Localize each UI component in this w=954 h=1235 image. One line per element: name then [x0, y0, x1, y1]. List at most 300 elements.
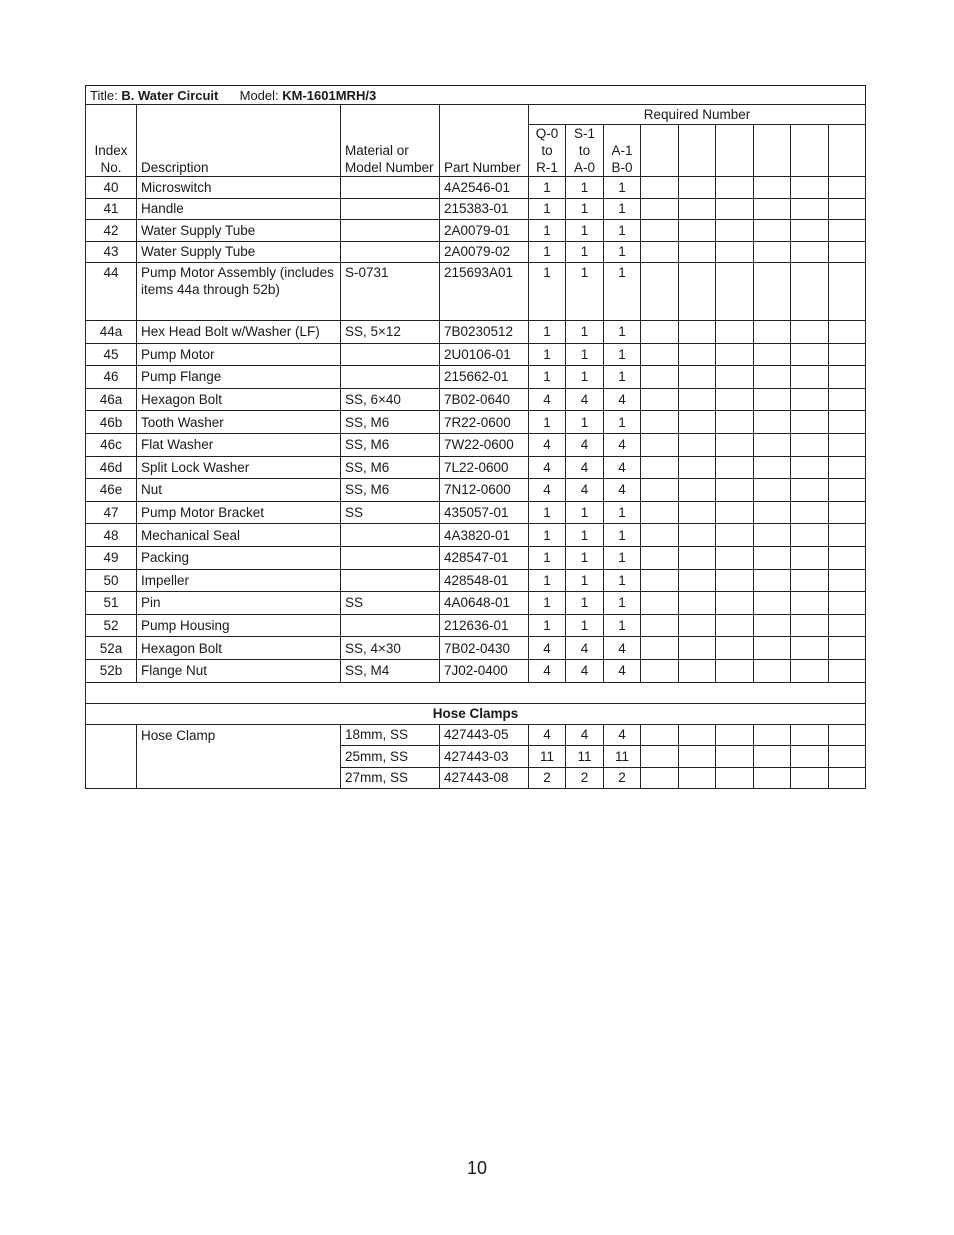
empty-qty-cell — [679, 411, 716, 434]
part-number-cell: 7R22-0600 — [440, 411, 529, 434]
empty-qty-cell — [754, 637, 791, 660]
material-cell: 27mm, SS — [341, 767, 440, 789]
qty-q0-r1-cell: 1 — [529, 198, 566, 220]
empty-qty-cell — [679, 637, 716, 660]
empty-qty-cell — [641, 592, 679, 615]
empty-qty-cell — [829, 767, 866, 789]
material-cell: SS, M6 — [341, 433, 440, 456]
qty-a1-b0-cell: 2 — [604, 767, 641, 789]
description-cell: Hose Clamp — [137, 724, 341, 789]
empty-qty-cell — [716, 724, 754, 746]
empty-qty-cell — [716, 177, 754, 199]
qty-a1-b0-cell: 4 — [604, 388, 641, 411]
empty-qty-cell — [791, 724, 829, 746]
empty-qty-cell — [754, 614, 791, 637]
empty-qty-cell — [641, 614, 679, 637]
qty-a1-b0-cell: 4 — [604, 433, 641, 456]
table-row — [86, 456, 866, 479]
empty-qty-cell — [679, 433, 716, 456]
material-cell: SS, M4 — [341, 659, 440, 682]
description-cell: Hex Head Bolt w/Washer (LF) — [137, 321, 341, 344]
empty-qty-cell — [641, 321, 679, 344]
empty-qty-cell — [641, 724, 679, 746]
qty-a1-b0-cell: 4 — [604, 659, 641, 682]
qty-q0-r1-cell: 4 — [529, 479, 566, 502]
table-row — [86, 724, 866, 746]
empty-qty-cell — [679, 592, 716, 615]
empty-qty-cell — [791, 198, 829, 220]
qty-q0-r1-cell: 1 — [529, 546, 566, 569]
description-cell: Mechanical Seal — [137, 524, 341, 547]
empty-qty-cell — [791, 366, 829, 389]
description-cell: Flange Nut — [137, 659, 341, 682]
part-number-cell: 7B02-0640 — [440, 388, 529, 411]
qty-s1-a0-cell: 1 — [566, 263, 604, 321]
table-row — [86, 411, 866, 434]
description-cell: Microswitch — [137, 177, 341, 199]
table-row — [86, 592, 866, 615]
description-cell: Flat Washer — [137, 433, 341, 456]
empty-qty-cell — [829, 321, 866, 344]
empty-qty-cell — [716, 198, 754, 220]
table-row — [86, 198, 866, 220]
qty-s1-a0-cell: 4 — [566, 388, 604, 411]
empty-qty-cell — [679, 479, 716, 502]
table-row — [86, 220, 866, 242]
index-cell: 50 — [86, 569, 137, 592]
part-number-cell: 7J02-0400 — [440, 659, 529, 682]
circuit-title: B. Water Circuit — [121, 87, 219, 103]
empty-qty-cell — [791, 637, 829, 660]
part-number-cell: 7L22-0600 — [440, 456, 529, 479]
qty-a1-b0-cell: 1 — [604, 366, 641, 389]
qty-a1-b0-cell: 1 — [604, 343, 641, 366]
empty-qty-cell — [641, 411, 679, 434]
index-cell: 49 — [86, 546, 137, 569]
empty-qty-cell — [716, 456, 754, 479]
index-cell: 46 — [86, 366, 137, 389]
blank-row — [86, 682, 866, 703]
empty-qty-cell — [641, 767, 679, 789]
empty-qty-cell — [754, 198, 791, 220]
qty-s1-a0-cell: 1 — [566, 411, 604, 434]
empty-qty-cell — [791, 479, 829, 502]
description-cell: Pump Motor — [137, 343, 341, 366]
table-row — [86, 659, 866, 682]
qty-a1-b0-cell: 1 — [604, 220, 641, 242]
empty-qty-cell — [641, 524, 679, 547]
qty-a1-b0-cell: 1 — [604, 263, 641, 321]
table-row — [86, 569, 866, 592]
empty-qty-cell — [679, 177, 716, 199]
material-cell: 25mm, SS — [341, 746, 440, 768]
qty-q0-r1-cell: 1 — [529, 220, 566, 242]
qty-a1-b0-cell: 1 — [604, 569, 641, 592]
part-number-header: Part Number — [440, 105, 529, 177]
qty-q0-r1-cell: 2 — [529, 767, 566, 789]
description-cell: Hexagon Bolt — [137, 388, 341, 411]
part-number-cell: 4A3820-01 — [440, 524, 529, 547]
model-label: Model: — [239, 87, 279, 103]
empty-qty-cell — [791, 177, 829, 199]
table-row — [86, 321, 866, 344]
qty-s1-a0-cell: 4 — [566, 433, 604, 456]
empty-qty-cell — [791, 592, 829, 615]
qty-q0-r1-cell: 1 — [529, 524, 566, 547]
empty-qty-cell — [716, 388, 754, 411]
empty-qty-cell — [829, 614, 866, 637]
empty-qty-cell — [754, 569, 791, 592]
empty-qty-cell — [641, 220, 679, 242]
empty-qty-cell — [641, 388, 679, 411]
index-cell: 46d — [86, 456, 137, 479]
index-cell: 45 — [86, 343, 137, 366]
empty-qty-cell — [641, 479, 679, 502]
empty-qty-cell — [829, 411, 866, 434]
qty-s1-a0-cell: 1 — [566, 546, 604, 569]
index-cell: 44 — [86, 263, 137, 321]
empty-qty-cell — [791, 659, 829, 682]
empty-qty-cell — [641, 637, 679, 660]
empty-qty-cell — [791, 220, 829, 242]
empty-qty-cell — [641, 366, 679, 389]
material-cell: SS, M6 — [341, 479, 440, 502]
qty-s1-a0-cell: 1 — [566, 366, 604, 389]
empty-qty-cell — [716, 343, 754, 366]
empty-qty-cell — [829, 724, 866, 746]
empty-qty-cell — [829, 479, 866, 502]
description-cell: Impeller — [137, 569, 341, 592]
title-label: Title: — [90, 87, 118, 103]
qty-q0-r1-cell: 1 — [529, 177, 566, 199]
part-number-cell: 428547-01 — [440, 546, 529, 569]
empty-qty-cell — [754, 456, 791, 479]
table-row — [86, 433, 866, 456]
empty-qty-cell — [716, 479, 754, 502]
qty-s1-a0-cell: 1 — [566, 220, 604, 242]
empty-qty-cell — [679, 746, 716, 768]
empty-qty-cell — [679, 767, 716, 789]
empty-qty-cell — [754, 746, 791, 768]
qty-s1-a0-cell: 1 — [566, 241, 604, 263]
description-cell: Pump Flange — [137, 366, 341, 389]
index-cell: 52 — [86, 614, 137, 637]
empty-qty-cell — [829, 343, 866, 366]
section-title: Hose Clamps — [86, 703, 866, 724]
part-number-cell: 435057-01 — [440, 501, 529, 524]
empty-qty-cell — [754, 524, 791, 547]
empty-qty-cell — [679, 659, 716, 682]
empty-qty-cell — [716, 659, 754, 682]
part-number-cell: 428548-01 — [440, 569, 529, 592]
empty-qty-cell — [791, 569, 829, 592]
empty-qty-cell — [641, 433, 679, 456]
material-cell — [341, 198, 440, 220]
material-cell — [341, 343, 440, 366]
qty-a1-b0-cell: 4 — [604, 724, 641, 746]
description-cell: Hexagon Bolt — [137, 637, 341, 660]
index-cell: 41 — [86, 198, 137, 220]
empty-qty-cell — [679, 524, 716, 547]
empty-qty-cell — [641, 746, 679, 768]
description-cell: Tooth Washer — [137, 411, 341, 434]
empty-qty-cell — [791, 456, 829, 479]
part-number-cell: 7B02-0430 — [440, 637, 529, 660]
empty-qty-cell — [716, 767, 754, 789]
qty-s1-a0-cell: 4 — [566, 456, 604, 479]
empty-qty-cell — [754, 479, 791, 502]
empty-qty-cell — [829, 592, 866, 615]
qty-q0-r1-cell: 1 — [529, 343, 566, 366]
empty-qty-cell — [716, 321, 754, 344]
empty-qty-cell — [641, 659, 679, 682]
part-number-cell: 427443-05 — [440, 724, 529, 746]
material-cell — [341, 241, 440, 263]
model-number: KM-1601MRH/3 — [282, 87, 377, 103]
empty-qty-cell — [679, 241, 716, 263]
part-number-cell: 4A2546-01 — [440, 177, 529, 199]
material-cell — [341, 614, 440, 637]
empty-qty-cell — [679, 569, 716, 592]
qty-q0-r1-cell: 1 — [529, 614, 566, 637]
qty-q0-r1-cell: 1 — [529, 366, 566, 389]
empty-qty-cell — [754, 546, 791, 569]
material-cell — [341, 366, 440, 389]
description-cell: Pump Motor Bracket — [137, 501, 341, 524]
empty-qty-cell — [641, 456, 679, 479]
qty-s1-a0-cell: 1 — [566, 524, 604, 547]
empty-qty-cell — [716, 366, 754, 389]
table-row — [86, 546, 866, 569]
empty-qty-cell — [641, 501, 679, 524]
empty-qty-cell — [716, 411, 754, 434]
empty-qty-cell — [679, 343, 716, 366]
table-row — [86, 388, 866, 411]
qty-a1-b0-cell: 1 — [604, 241, 641, 263]
empty-qty-cell — [791, 433, 829, 456]
empty-qty-cell — [829, 546, 866, 569]
part-number-cell: 2A0079-02 — [440, 241, 529, 263]
qty-a1-b0-cell: 1 — [604, 524, 641, 547]
empty-qty-cell — [754, 433, 791, 456]
empty-qty-cell — [679, 220, 716, 242]
empty-qty-cell — [754, 321, 791, 344]
empty-qty-cell — [754, 411, 791, 434]
index-cell: 52b — [86, 659, 137, 682]
qty-q0-r1-cell: 11 — [529, 746, 566, 768]
empty-qty-cell — [679, 263, 716, 321]
empty-qty-cell — [829, 746, 866, 768]
empty-qty-cell — [679, 321, 716, 344]
index-cell: 46a — [86, 388, 137, 411]
qty-q0-r1-cell: 4 — [529, 724, 566, 746]
empty-qty-cell — [829, 220, 866, 242]
qty-a1-b0-cell: 11 — [604, 746, 641, 768]
empty-qty-cell — [829, 198, 866, 220]
part-number-cell: 7B0230512 — [440, 321, 529, 344]
qty-q0-r1-cell: 1 — [529, 263, 566, 321]
description-cell: Packing — [137, 546, 341, 569]
empty-qty-cell — [716, 501, 754, 524]
empty-qty-cell — [716, 746, 754, 768]
empty-qty-cell — [716, 220, 754, 242]
description-cell: Split Lock Washer — [137, 456, 341, 479]
header-row-top — [86, 105, 866, 125]
empty-qty-cell — [716, 546, 754, 569]
qty-q0-r1-cell: 1 — [529, 569, 566, 592]
qty-q0-r1-cell: 4 — [529, 659, 566, 682]
material-cell: S-0731 — [341, 263, 440, 321]
part-number-cell: 215662-01 — [440, 366, 529, 389]
empty-qty-cell — [641, 263, 679, 321]
material-cell: SS, M6 — [341, 411, 440, 434]
qty-s1-a0-cell: 4 — [566, 659, 604, 682]
material-cell: SS, 4×30 — [341, 637, 440, 660]
material-cell: SS — [341, 501, 440, 524]
index-cell: 48 — [86, 524, 137, 547]
empty-qty-cell — [829, 569, 866, 592]
qty-q0-r1-cell: 1 — [529, 321, 566, 344]
index-cell: 46e — [86, 479, 137, 502]
qty-s1-a0-cell: 1 — [566, 198, 604, 220]
qty-q0-r1-cell: 4 — [529, 637, 566, 660]
empty-qty-cell — [716, 433, 754, 456]
empty-qty-cell — [716, 569, 754, 592]
index-cell: 52a — [86, 637, 137, 660]
empty-qty-cell — [829, 433, 866, 456]
empty-qty-cell — [679, 456, 716, 479]
empty-qty-cell — [641, 343, 679, 366]
empty-qty-cell — [679, 546, 716, 569]
empty-qty-cell — [791, 343, 829, 366]
qty-a1-b0-cell: 1 — [604, 546, 641, 569]
material-cell: SS — [341, 592, 440, 615]
empty-qty-cell — [679, 388, 716, 411]
material-cell: 18mm, SS — [341, 724, 440, 746]
empty-qty-cell — [754, 177, 791, 199]
table-row — [86, 614, 866, 637]
empty-qty-cell — [716, 592, 754, 615]
part-number-cell: 427443-08 — [440, 767, 529, 789]
qty-s1-a0-cell: 1 — [566, 177, 604, 199]
empty-qty-cell — [791, 263, 829, 321]
empty-qty-cell — [791, 321, 829, 344]
part-number-cell: 2U0106-01 — [440, 343, 529, 366]
model-col-s1-a0: S-1 to A-0 — [566, 125, 604, 177]
table-row — [86, 501, 866, 524]
description-cell: Handle — [137, 198, 341, 220]
qty-a1-b0-cell: 1 — [604, 614, 641, 637]
qty-q0-r1-cell: 4 — [529, 456, 566, 479]
empty-qty-cell — [754, 241, 791, 263]
empty-qty-cell — [791, 746, 829, 768]
table-row — [86, 343, 866, 366]
empty-qty-cell — [716, 524, 754, 547]
part-number-cell: 427443-03 — [440, 746, 529, 768]
material-cell — [341, 569, 440, 592]
material-cell — [341, 177, 440, 199]
qty-a1-b0-cell: 4 — [604, 479, 641, 502]
empty-qty-cell — [829, 263, 866, 321]
parts-list-sheet — [85, 85, 865, 789]
table-row — [86, 263, 866, 321]
qty-q0-r1-cell: 4 — [529, 433, 566, 456]
model-col-q0-r1: Q-0 to R-1 — [529, 125, 566, 177]
empty-qty-cell — [829, 659, 866, 682]
part-number-cell: 4A0648-01 — [440, 592, 529, 615]
empty-qty-cell — [754, 724, 791, 746]
part-number-cell: 212636-01 — [440, 614, 529, 637]
empty-qty-cell — [754, 659, 791, 682]
part-number-cell: 215383-01 — [440, 198, 529, 220]
empty-qty-cell — [754, 263, 791, 321]
table-row — [86, 637, 866, 660]
qty-q0-r1-cell: 1 — [529, 411, 566, 434]
empty-qty-cell — [791, 411, 829, 434]
empty-qty-cell — [791, 614, 829, 637]
index-cell: 44a — [86, 321, 137, 344]
description-cell: Pump Motor Assembly (includes items 44a through 52b) — [137, 263, 341, 321]
empty-qty-cell — [754, 343, 791, 366]
empty-qty-cell — [829, 388, 866, 411]
empty-qty-cell — [791, 546, 829, 569]
qty-s1-a0-cell: 1 — [566, 321, 604, 344]
qty-s1-a0-cell: 11 — [566, 746, 604, 768]
qty-s1-a0-cell: 4 — [566, 479, 604, 502]
qty-s1-a0-cell: 1 — [566, 592, 604, 615]
qty-a1-b0-cell: 1 — [604, 411, 641, 434]
qty-s1-a0-cell: 1 — [566, 569, 604, 592]
table-row — [86, 524, 866, 547]
qty-a1-b0-cell: 1 — [604, 501, 641, 524]
empty-qty-cell — [679, 198, 716, 220]
material-header: Material or Model Number — [341, 105, 440, 177]
empty-qty-cell — [791, 241, 829, 263]
qty-q0-r1-cell: 1 — [529, 592, 566, 615]
description-cell: Pump Housing — [137, 614, 341, 637]
material-cell — [341, 524, 440, 547]
index-header: Index No. — [86, 105, 137, 177]
material-cell — [341, 546, 440, 569]
empty-qty-cell — [641, 198, 679, 220]
index-cell: 47 — [86, 501, 137, 524]
empty-qty-cell — [754, 388, 791, 411]
required-number-header: Required Number — [529, 105, 866, 125]
part-number-cell: 7W22-0600 — [440, 433, 529, 456]
empty-qty-cell — [754, 501, 791, 524]
empty-qty-cell — [791, 524, 829, 547]
empty-qty-cell — [716, 637, 754, 660]
empty-qty-cell — [754, 592, 791, 615]
qty-s1-a0-cell: 1 — [566, 501, 604, 524]
index-cell: 46b — [86, 411, 137, 434]
qty-a1-b0-cell: 4 — [604, 637, 641, 660]
qty-q0-r1-cell: 1 — [529, 241, 566, 263]
qty-a1-b0-cell: 1 — [604, 198, 641, 220]
empty-qty-cell — [716, 614, 754, 637]
qty-a1-b0-cell: 1 — [604, 321, 641, 344]
qty-q0-r1-cell: 4 — [529, 388, 566, 411]
qty-a1-b0-cell: 4 — [604, 456, 641, 479]
title-row — [86, 86, 866, 105]
qty-s1-a0-cell: 4 — [566, 724, 604, 746]
description-cell: Nut — [137, 479, 341, 502]
empty-qty-cell — [679, 501, 716, 524]
qty-s1-a0-cell: 1 — [566, 614, 604, 637]
table-row — [86, 366, 866, 389]
index-cell: 40 — [86, 177, 137, 199]
index-cell: 46c — [86, 433, 137, 456]
